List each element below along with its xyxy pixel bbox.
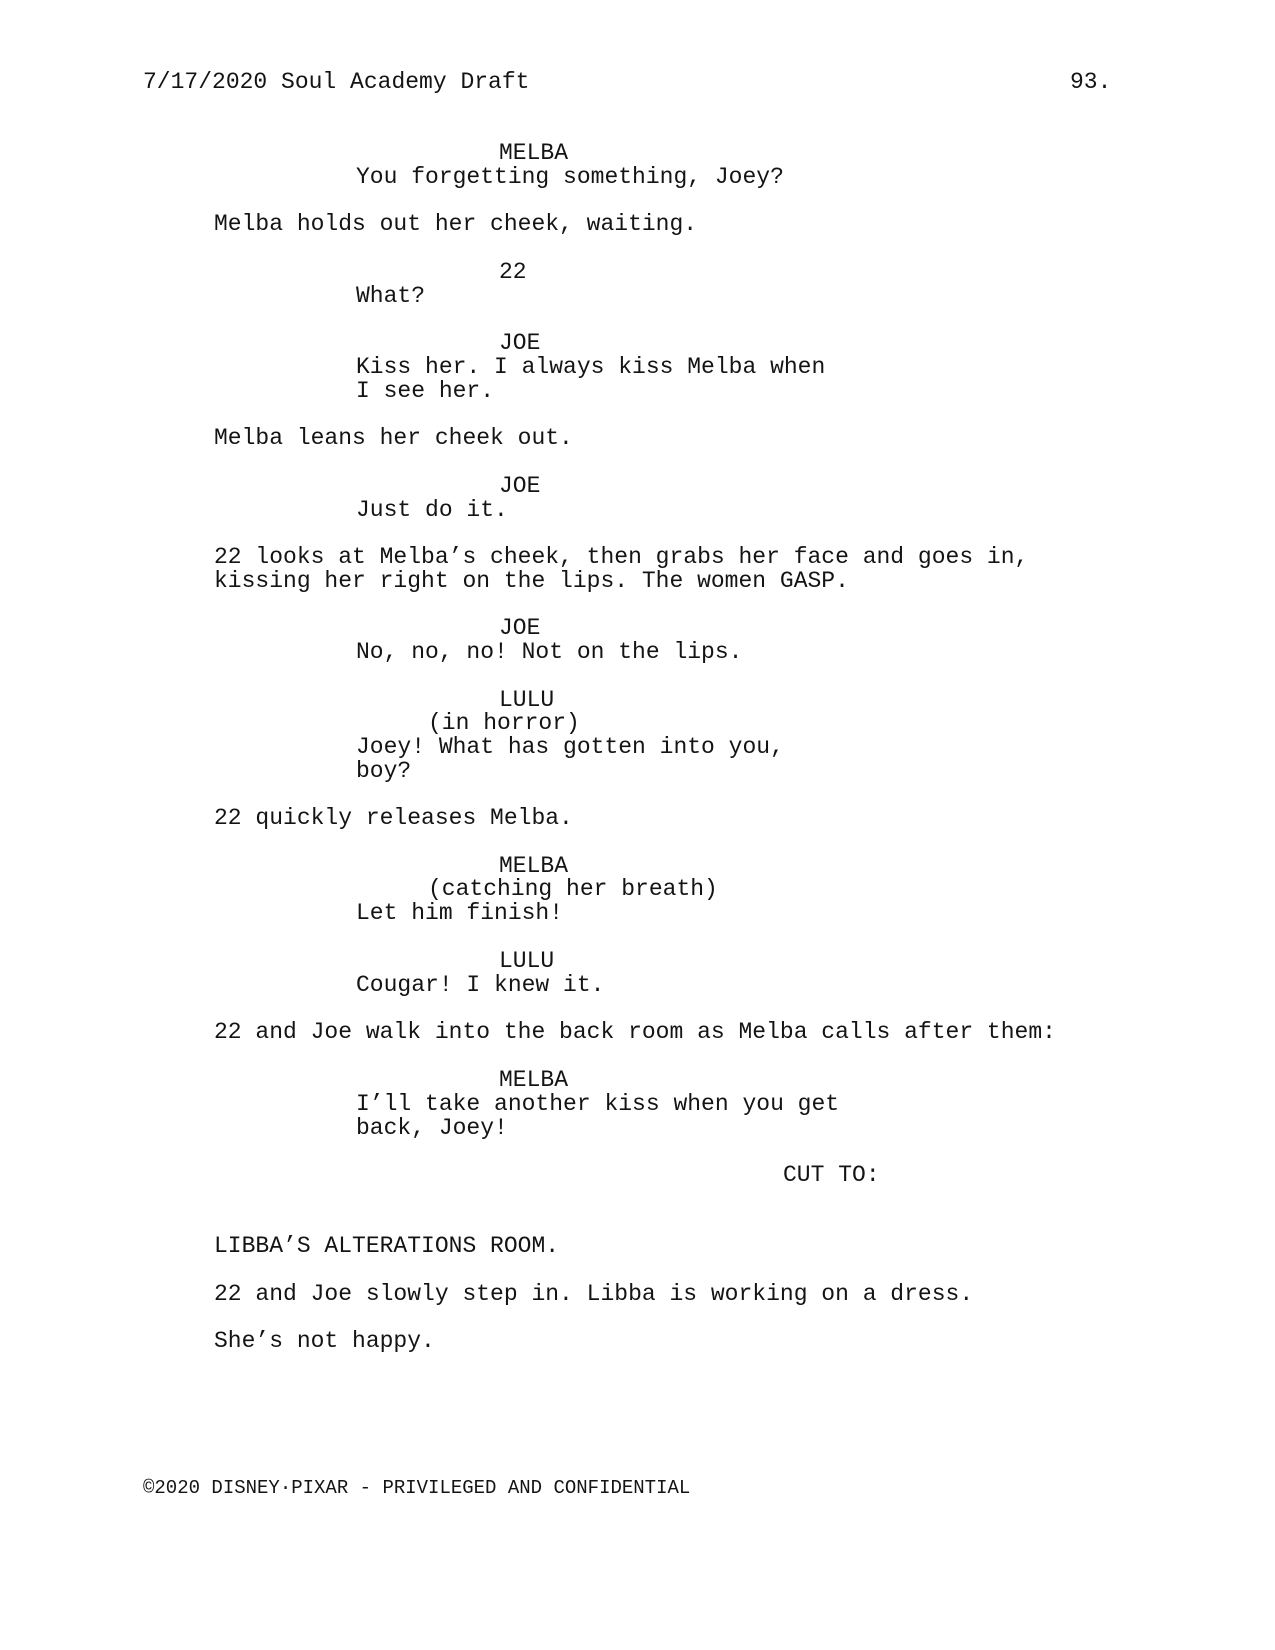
dialogue-line: back, Joey! <box>356 1115 508 1141</box>
dialogue-line: Just do it. <box>356 497 508 523</box>
character-name: JOE <box>499 330 541 356</box>
parenthetical: (in horror) <box>428 710 580 736</box>
scene-heading: LIBBA’S ALTERATIONS ROOM. <box>214 1233 560 1259</box>
character-name: MELBA <box>499 1067 569 1093</box>
dialogue-line: Cougar! I knew it. <box>356 972 605 998</box>
dialogue-line: No, no, no! Not on the lips. <box>356 639 743 665</box>
character-name: 22 <box>499 259 527 285</box>
dialogue-line: I’ll take another kiss when you get <box>356 1091 840 1117</box>
draft-title: 7/17/2020 Soul Academy Draft <box>143 69 530 95</box>
dialogue-line: What? <box>356 283 426 309</box>
character-name: LULU <box>499 948 555 974</box>
dialogue-line: Let him finish! <box>356 900 564 926</box>
action-line: 22 quickly releases Melba. <box>214 805 573 831</box>
transition: CUT TO: <box>783 1162 880 1188</box>
page-number: 93. <box>1070 69 1112 95</box>
parenthetical: (catching her breath) <box>428 876 718 902</box>
character-name: MELBA <box>499 140 569 166</box>
action-line: kissing her right on the lips. The women GASP. <box>214 568 849 594</box>
action-line: 22 looks at Melba’s cheek, then grabs her face and goes in, <box>214 544 1029 570</box>
dialogue-line: Kiss her. I always kiss Melba when <box>356 354 826 380</box>
dialogue-line: You forgetting something, Joey? <box>356 164 784 190</box>
dialogue-line: Joey! What has gotten into you, <box>356 734 784 760</box>
character-name: JOE <box>499 615 541 641</box>
action-line: 22 and Joe walk into the back room as Melba calls after them: <box>214 1019 1056 1045</box>
copyright-footer: ©2020 DISNEY·PIXAR - PRIVILEGED AND CONFIDENTIAL <box>143 1477 691 1499</box>
action-line: She’s not happy. <box>214 1328 435 1354</box>
dialogue-line: boy? <box>356 758 412 784</box>
action-line: 22 and Joe slowly step in. Libba is working on a dress. <box>214 1281 974 1307</box>
character-name: MELBA <box>499 853 569 879</box>
character-name: LULU <box>499 687 555 713</box>
action-line: Melba holds out her cheek, waiting. <box>214 211 698 237</box>
dialogue-line: I see her. <box>356 378 495 404</box>
character-name: JOE <box>499 473 541 499</box>
action-line: Melba leans her cheek out. <box>214 425 573 451</box>
